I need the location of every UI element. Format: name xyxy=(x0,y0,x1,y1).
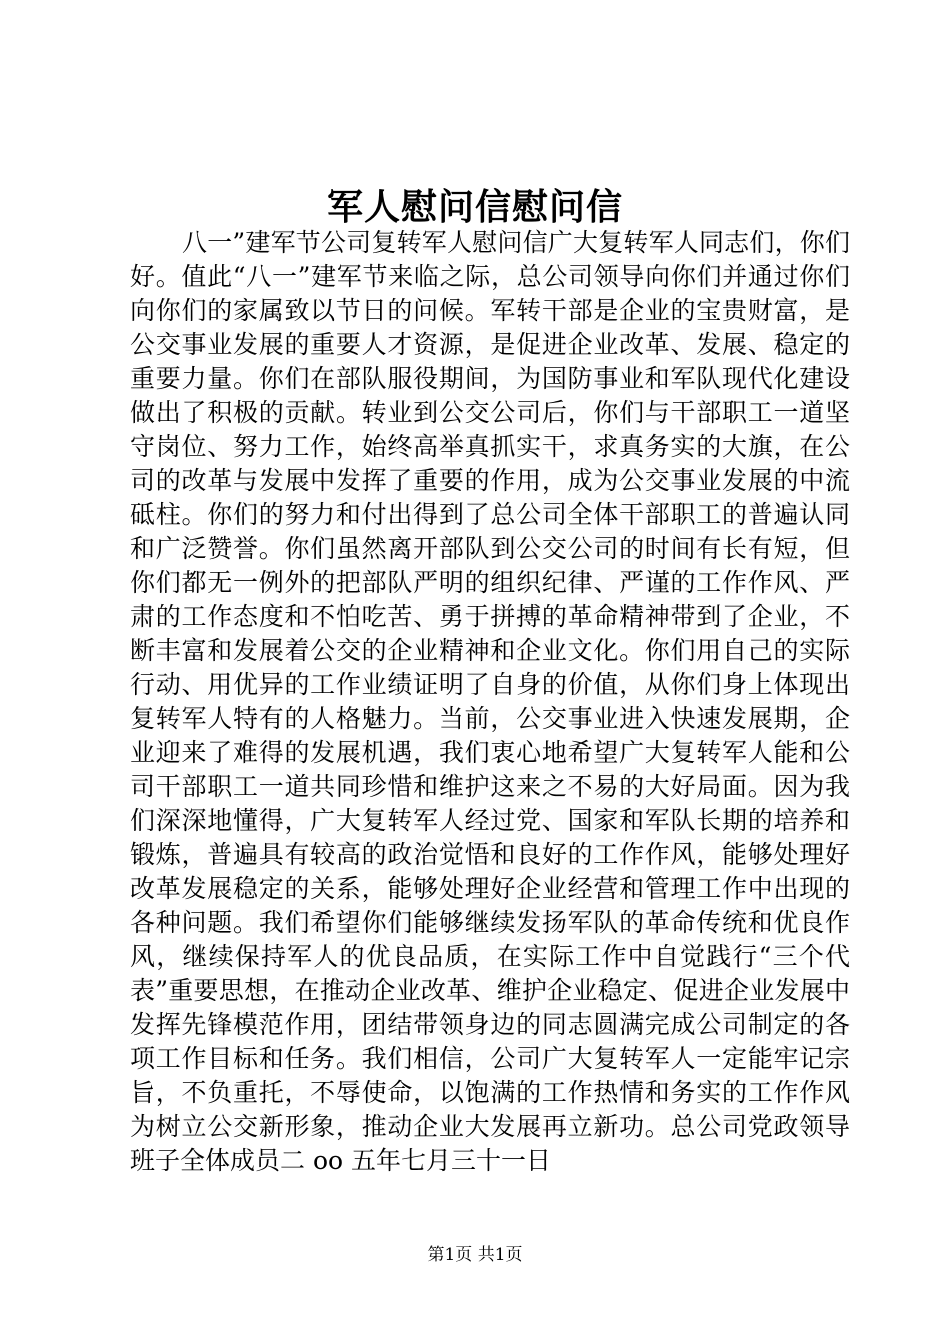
document-body: 八一”建军节公司复转军人慰问信广大复转军人同志们，你们好。值此“八一”建军节来临之际，总公司领导向你们并通过你们向你们的家属致以节日的问候。军转干部是企业的宝贵财富，是公交事业发展的重要人才资源，是促进企业改革、发展、稳定的重要力量。你们在部队服役期间，为国防事业和军队现代化建设做出了积极的贡献。转业到公交公司后，你们与干部职工一道坚守岗位、努力工作，始终高举真抓实干，求真务实的大旗，在公司的改革与发展中发挥了重要的作用，成为公交事业发展的中流砥柱。你们的努力和付出得到了总公司全体干部职工的普遍认同和广泛赞誉。你们虽然离开部队到公交公司的时间有长有短，但你们都无一例外的把部队严明的组织纪律、严谨的工作作风、严肃的工作态度和不怕吃苦、勇于拼搏的革命精神带到了企业，不断丰富和发展着公交的企业精神和企业文化。你们用自己的实际行动、用优异的工作业绩证明了自身的价值，从你们身上体现出复转军人特有的人格魅力。当前，公交事业进入快速发展期，企业迎来了难得的发展机遇，我们衷心地希望广大复转军人能和公司干部职工一道共同珍惜和维护这来之不易的大好局面。因为我们深深地懂得，广大复转军人经过党、国家和军队长期的培养和锻炼，普遍具有较高的政治觉悟和良好的工作作风，能够处理好改革发展稳定的关系，能够处理好企业经营和管理工作中出现的各种问题。我们希望你们能够继续发扬军队的革命传统和优良作风，继续保持军人的优良品质，在实际工作中自觉践行“三个代表”重要思想，在推动企业改革、维护企业稳定、促进企业发展中发挥先锋模范作用，团结带领身边的同志圆满完成公司制定的各项工作目标和任务。我们相信，公司广大复转军人一定能牢记宗旨，不负重托，不辱使命，以饱满的工作热情和务实的工作作风为树立公交新形象，推动企业大发展再立新功。总公司党政领导班子全体成员二 oo 五年七月三十一日 xyxy=(130,228,850,1175)
document-title: 军人慰问信慰问信 xyxy=(326,186,623,228)
page-footer: 第1页 共1页 xyxy=(427,1245,523,1265)
